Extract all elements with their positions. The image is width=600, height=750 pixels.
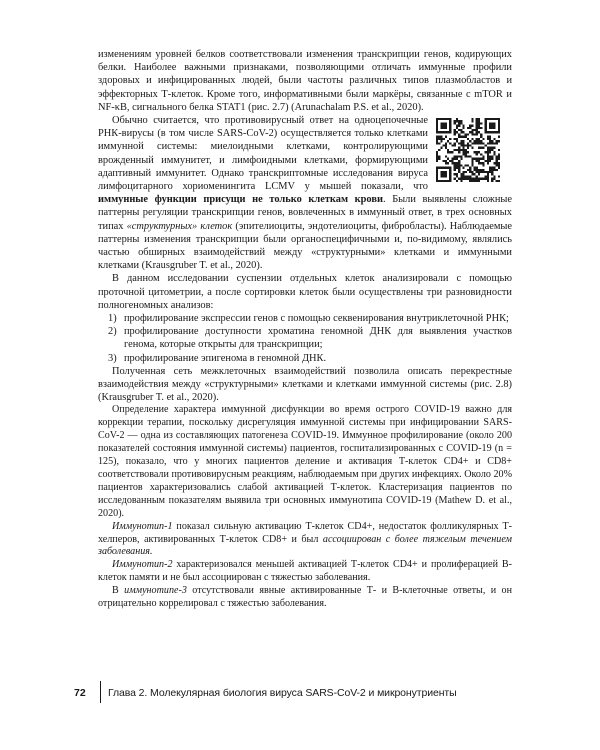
list-item-text: профилирование доступности хроматина геномной ДНК для выявления участков генома, которые открыты для транскрипции; xyxy=(124,326,512,351)
paragraph-2-tail: . Были выявлены сложные паттерны регуляции транскрипции генов, вовлеченных в иммунный ответ, в трех основных типах xyxy=(98,194,512,232)
paragraph-2-block xyxy=(98,114,512,272)
chapter-title: Глава 2. Молекулярная биология вируса SARS-CoV-2 и микронутриенты xyxy=(108,687,457,699)
page-number: 72 xyxy=(74,687,86,699)
list-item-text: профилирование экспрессии генов с помощью секвенирования внутриклеточной РНК; xyxy=(124,313,509,325)
paragraph-4: Полученная сеть межклеточных взаимодействий позволила описать перекрестные взаимодействия между «структурными» клетками и клетками иммунной системы (рис. 2.8) (Krausgruber T. et al., 2020). xyxy=(98,365,512,404)
page-body xyxy=(98,48,512,611)
paragraph-8 xyxy=(98,585,512,611)
paragraph-2-text: Обычно считается, что противовирусный ответ на одноцепочечные РНК-вирусы (в том числе SARS-CoV-2) осуществляется только клетками иммунной системы: миелоидными клетками, контролирующими врожденный иммунитет, и лимфоидными клетками, формирующими адаптивный иммунитет. Однако транскриптомные исследования вируса лимфоцитарного хориоменингита LCMV у мышей показали, что xyxy=(98,115,428,193)
list-item xyxy=(98,312,512,325)
paragraph-8-text: отсутствовали явные активированные Т- и В-клеточные ответы, и он отрицательно коррелировал с тяжестью заболевания. xyxy=(98,585,512,610)
immunotype-3-label: иммунотипе-3 xyxy=(124,585,187,597)
small-text-block xyxy=(98,404,512,611)
paragraph-2-italic: «структурных» клеток xyxy=(126,220,233,232)
list-item xyxy=(98,352,512,365)
paragraph-7-text: характеризовался меньшей активацией Т-клеток CD4+ и пролиферацией В-клеток памяти и не был ассоциирован с тяжестью заболевания. xyxy=(98,559,513,584)
paragraph-2 xyxy=(98,114,512,272)
list-item-number: 3) xyxy=(108,352,117,364)
list-item xyxy=(98,325,512,351)
page-footer xyxy=(62,681,542,705)
paragraph-8-lead: В xyxy=(112,585,119,597)
footer-divider xyxy=(100,681,101,703)
immunotype-2-label: Иммунотип-2 xyxy=(112,559,173,571)
list-item-number: 1) xyxy=(108,313,117,325)
paragraph-1: изменениям уровней белков соответствовали изменения транскрипции генов, кодирующих белки. Наиболее важными признаками, позволяющими отличать иммунные профили здоровых и инфицированных людей, были частоты различных типов плазмобластов и эффекторных Т-клеток. Кроме того, информативными были маркёры, связанные с mTOR и NF-κB, сигнального белка STAT1 (рис. 2.7) (Arunachalam P.S. et al., 2020). xyxy=(98,49,512,113)
paragraph-6 xyxy=(98,521,512,560)
paragraph-5: Определение характера иммунной дисфункции во время острого COVID-19 важно для коррекции терапии, поскольку дисрегуляция иммунной системы при инфицировании SARS-CoV-2 — одна из составляющих патогенеза COVID-19. Иммунное профилирование (около 200 показателей состояния иммунной системы) пациентов, госпитализированных с COVID-19 (n = 125), показало, что у многих пациентов деление и активация Т-клеток CD4+ и CD8+ соответствовали противовирусным реакциям, наблюдаемым при других инфекциях. Около 20% пациентов характеризовались слабой активацией Т-клеток. Кластеризация пациентов по исследованным показателям выявила три основных иммунотипа COVID-19 (Mathew D. et al., 2020). xyxy=(98,404,512,519)
paragraph-6-text: показал сильную активацию Т-клеток CD4+, недостаток фолликулярных Т-хелперов, активированных Т-клеток CD8+ и был xyxy=(98,520,512,545)
analysis-list xyxy=(98,312,512,365)
immunotype-1-label: Иммунотип-1 xyxy=(112,520,173,532)
paragraph-7 xyxy=(98,559,512,585)
paragraph-6-italic: ассоциирован с более тяжелым течением заболевания. xyxy=(98,533,513,558)
list-item-text: профилирование эпигенома в геномной ДНК. xyxy=(124,352,327,364)
paragraph-3: В данном исследовании суспензии отдельных клеток анализировали с помощью проточной цитометрии, а после сортировки клеток были осуществлены три разновидности полногеномных анализов: xyxy=(98,273,512,311)
qr-code-icon[interactable] xyxy=(436,118,500,182)
paragraph-2-tail-2: (эпителиоциты, эндотелиоциты, фибробласты). Наблюдаемые паттерны изменения транскрипции были органоспецифичными и, по-видимому, являлись частью обширных взаимодействий между «структурными» клетками и иммунными клетками (Krausgruber T. et al., 2020). xyxy=(98,220,512,272)
list-item-number: 2) xyxy=(108,326,117,338)
paragraph-2-bold: иммунные функции присущи не только клеткам крови xyxy=(98,194,383,206)
